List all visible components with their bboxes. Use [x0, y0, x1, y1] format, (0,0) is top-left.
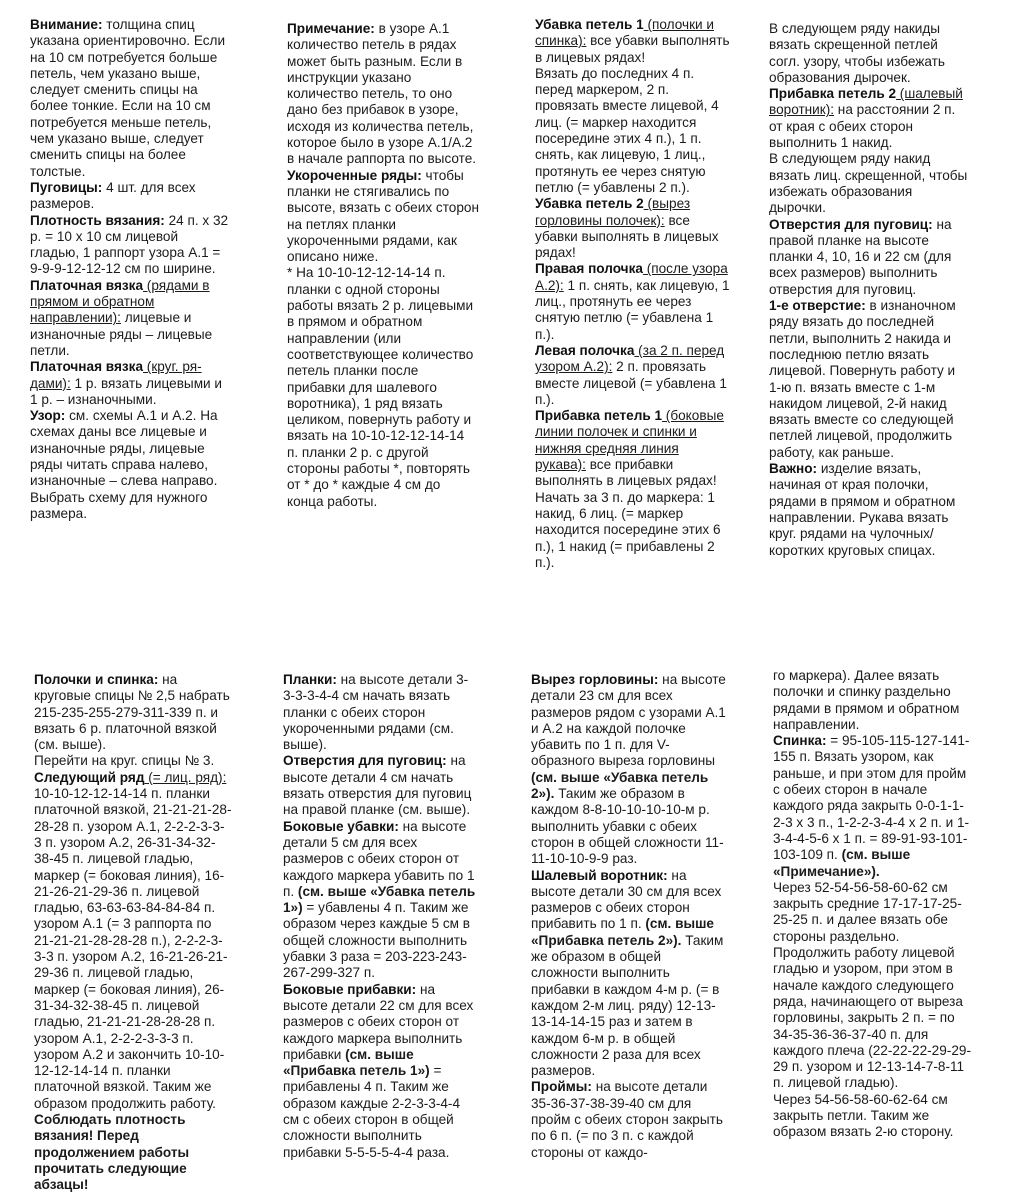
- paragraph: [283, 819, 479, 982]
- text: Таким же образом в каждом 8-8-10-10-10-10-м р. выполнить убавки с обеих сторон в общей сложности 11-11-10-10-9-9 раз.: [531, 786, 724, 867]
- heading: Отверстия для пуговиц:: [283, 753, 447, 769]
- underlined-text: (= лиц. ряд):: [144, 769, 227, 785]
- bold-text: (см. выше «Убавка петель 2»).: [531, 769, 709, 802]
- text: изделие вязать, начиная от края полочки, рядами в прямом и обратном направлении. Рукава вязать круг. рядами на чулочных/коротких круговых спицах.: [769, 461, 956, 558]
- heading: Убавка петель 1: [535, 17, 644, 32]
- paragraph: [535, 490, 731, 571]
- paragraph: [769, 86, 969, 151]
- heading: Спинка:: [773, 733, 827, 749]
- paragraph: [30, 408, 230, 522]
- paragraph: [535, 196, 731, 261]
- paragraph: [535, 17, 731, 66]
- paragraph: [34, 672, 232, 753]
- bottom-column-1: [34, 672, 232, 1194]
- text: Через 54-56-58-60-62-64 см закрыть петли. Таким же образом вязать 2-ю сторону.: [773, 1091, 954, 1140]
- bold-text: (см. выше «Примечание»).: [773, 847, 911, 879]
- heading: Отверстия для пуговиц:: [769, 216, 933, 232]
- text: лицевые и изнаночные ряды – лицевые петли.: [30, 310, 213, 358]
- text: 1 п. снять, как лицевую, 1 лиц., протянуть ее через снятую петлю (= убавлена 1 п.).: [535, 277, 730, 342]
- underlined-text: (боковые линии полочек и спинки и нижняя средняя линия рукава):: [535, 408, 724, 473]
- paragraph: [769, 151, 969, 216]
- text: Перейти на круг. спицы № 3.: [34, 753, 215, 769]
- bold-text: Соблюдать плотность вязания! Перед продолжением работы прочитать следующие абзацы!: [34, 1112, 190, 1193]
- text: см. схемы A.1 и A.2. На схемах даны все лицевые и изнаночные ряды, лицевые ряды читать справа налево, изнаночные – слева направо. Выбрать схему для нужного размера.: [30, 408, 218, 521]
- paragraph: [30, 359, 230, 408]
- paragraph: [769, 217, 969, 298]
- text: 1 р. вязать лицевыми и 1 р. – изнаночными.: [30, 375, 223, 407]
- text: на высоте детали 23 см для всех размеров рядом с узорами A.1 и A.2 на каждой полочке убавить по 1 п. для V-образного выреза горловины: [531, 672, 726, 769]
- text: на высоте детали 5 см для всех размеров с обеих сторон от каждого маркера убавить по 1 п.: [283, 818, 475, 899]
- heading: Боковые убавки:: [283, 818, 399, 834]
- heading: Прибавка петель 1: [535, 408, 663, 424]
- bold-text: (см. выше «Прибавка петель 2»).: [531, 916, 714, 948]
- bottom-column-3: [531, 672, 727, 1161]
- heading: Боковые прибавки:: [283, 981, 417, 997]
- text: Вязать до последних 4 п. перед маркером, 2 п. провязать вместе лицевой, 4 лиц. (= маркер находится посередине этих 4 п.), 1 п. снять, как лицевую, 1 лиц., протянуть ее через снятую петлю (= убавлены 2 п.).: [535, 65, 719, 195]
- bottom-column-4: [773, 668, 973, 1141]
- underlined-text: (шалевый воротник):: [769, 86, 963, 118]
- text: все убавки выполнять в лицевых рядах!: [535, 212, 719, 261]
- heading: Укороченные ряды:: [287, 167, 422, 183]
- paragraph: [283, 753, 479, 818]
- heading: Убавка петель 2: [535, 196, 644, 212]
- heading: Правая полочка: [535, 261, 643, 277]
- text: на высоте детали 22 см для всех размеров с обеих сторон от каждого маркера выполнить прибавки: [283, 981, 474, 1062]
- paragraph: [30, 278, 230, 359]
- paragraph: [283, 982, 479, 1161]
- paragraph: [769, 298, 969, 461]
- text: = 95-105-115-127-141-155 п. Вязать узором, как раньше, и при этом для пройм с обеих сторон в начале каждого ряда закрыть 0-0-1-1-2-3 x 3 п., 1-2-2-3-4-4 x 2 п. и 1-3-4-4-5-6 x 1 п. = 89-91-93-101-103-109 п.: [773, 733, 970, 863]
- text: Продолжить работу лицевой гладью и узором, при этом в начале каждого следующего ряда, начинающего от выреза горловины, закрыть 2 п. = по 34-35-36-36-37-40 п. для каждого плеча (22-22-22-29-29-29 п. узором и 12-13-14-7-8-11 п. лицевой гладью).: [773, 945, 971, 1091]
- text: В следующем ряду накиды вязать скрещенной петлей согл. узору, чтобы избежать образования дырочек.: [769, 21, 945, 85]
- heading: Узор:: [30, 408, 66, 424]
- paragraph: [535, 408, 731, 489]
- heading: Полочки и спинка:: [34, 672, 159, 687]
- paragraph: [30, 17, 230, 180]
- text: на правой планке на высоте планки 4, 10, 16 и 22 см (для всех размеров) выполнить отверстия для пуговиц.: [769, 216, 952, 297]
- heading: Проймы:: [531, 1079, 592, 1095]
- paragraph: [287, 21, 479, 168]
- text: в изнаночном ряду вязать до последней петли, выполнить 2 накида и последнюю петлю вязать лицевой. Повернуть работу и 1-ю п. вязать вместе с 1-м накидом лицевой, 2-й накид вязать вместе со следующей петлей лицевой, продолжить работу, как раньше.: [769, 298, 956, 460]
- paragraph: [773, 733, 973, 880]
- text: В следующем ряду накид вязать лиц. скрещенной, чтобы избежать образования дырочки.: [769, 151, 968, 216]
- text: на высоте детали 30 см для всех размеров с обеих сторон прибавить по 1 п.: [531, 867, 722, 932]
- text: 2 п. провязать вместе лицевой (= убавлена 1 п.).: [535, 359, 727, 407]
- underlined-text: (после узора A.2):: [535, 261, 728, 293]
- text: го маркера). Далее вязать полочки и спинку раздельно рядами в прямом и обратном направлении.: [773, 668, 960, 732]
- heading: Вырез горловины:: [531, 672, 659, 687]
- paragraph: [34, 753, 232, 769]
- paragraph: [535, 343, 731, 408]
- heading: 1-е отверстие:: [769, 298, 866, 314]
- heading: Прибавка петель 2: [769, 86, 897, 102]
- paragraph: [773, 668, 973, 733]
- underlined-text: (рядами в прямом и обратном направлении):: [30, 277, 210, 326]
- text: = прибавлены 4 п. Таким же образом каждые 2-2-3-3-4-4 см с обеих сторон в общей сложности выполнить прибавки 5-5-5-5-4-4 раза.: [283, 1063, 461, 1160]
- text: на высоте детали 4 см начать вязать отверстия для пуговиц на правой планке (см. выше).: [283, 753, 472, 818]
- paragraph: [531, 1079, 727, 1160]
- paragraph: [769, 461, 969, 559]
- paragraph: [531, 672, 727, 868]
- bottom-column-2: [283, 672, 479, 1161]
- heading: Платочная вязка: [30, 277, 144, 293]
- heading: Внимание:: [30, 17, 103, 32]
- bold-text: (см. выше «Убавка петель 1»): [283, 883, 476, 916]
- text: = убавлены 4 п. Таким же образом через каждые 5 см в общей сложности выполнить убавки 3 раза = 203-223-243-267-299-327 п.: [283, 900, 470, 981]
- paragraph: [287, 265, 479, 509]
- top-column-3: [535, 17, 731, 571]
- text: Через 52-54-56-58-60-62 см закрыть средние 17-17-17-25-25-25 п. и далее вязать обе стороны раздельно.: [773, 879, 962, 944]
- heading: Платочная вязка: [30, 359, 144, 375]
- paragraph: [283, 672, 479, 753]
- heading: Планки:: [283, 672, 337, 687]
- underlined-text: (полочки и спинка):: [535, 17, 714, 49]
- underlined-text: (за 2 п. перед узором A.2):: [535, 342, 725, 375]
- text: Таким же образом в общей сложности выполнить прибавки в каждом 4-м р. (= в каждом 2-м лиц. ряду) 12-13-13-14-14-15 раз и затем в каждом 6-м р. в общей сложности 2 раза для всех размеров.: [531, 932, 724, 1079]
- text: 24 п. x 32 р. = 10 x 10 см лицевой гладью, 1 раппорт узора A.1 = 9-9-9-12-12-12 см по ширине.: [30, 212, 229, 277]
- paragraph: [535, 261, 731, 342]
- paragraph: [531, 868, 727, 1080]
- top-column-4: [769, 21, 969, 559]
- heading: Пуговицы:: [30, 179, 103, 195]
- top-column-1: [30, 17, 230, 522]
- text: на круговые спицы № 2,5 набрать 215-235-255-279-311-339 п. и вязать 6 р. платочной вязкой (см. выше).: [34, 672, 230, 753]
- text: на высоте детали 3-3-3-3-4-4 см начать вязать планки с обеих сторон укороченными рядами (см. выше).: [283, 672, 469, 753]
- paragraph: [30, 213, 230, 278]
- text: толщина спиц указана ориентировочно. Если на 10 см потребуется больше петель, чем указано выше, следует сменить спицы на более тонкие. Если на 10 см потребуется меньше петель, чем указано выше, следует сменить спицы на более толстые.: [30, 17, 226, 179]
- paragraph: [535, 66, 731, 196]
- paragraph: [287, 168, 479, 266]
- text: чтобы планки не стягивались по высоте, вязать с обеих сторон на петлях планки укороченными рядами, как описано ниже.: [287, 167, 479, 265]
- paragraph: [30, 180, 230, 213]
- paragraph: [34, 770, 232, 1194]
- paragraph: [773, 880, 973, 945]
- text: на расстоянии 2 п. от края с обеих сторон выполнить 1 накид.: [769, 102, 956, 151]
- bold-text: (см. выше «Прибавка петель 1»): [283, 1046, 430, 1079]
- heading: Шалевый воротник:: [531, 867, 668, 883]
- text: все прибавки выполнять в лицевых рядах!: [535, 457, 717, 489]
- underlined-text: (вырез горловины полочек):: [535, 196, 691, 228]
- text: на высоте детали 35-36-37-38-39-40 см для пройм с обеих сторон закрыть по 6 п. (= по 3 п. с каждой стороны от каждо-: [531, 1079, 723, 1160]
- text: * На 10-10-12-12-14-14 п. планки с одной стороны работы вязать 2 р. лицевыми в прямом и обратном направлении (или соответствующее количество петель планки после прибавки для шалевого воротника), 1 ряд вязать целиком, повернуть работу и вязать на 10-10-12-12-14-14 п. планки 2 р. с другой стороны работы *, повторять от * до * каждые 4 см до конца работы.: [287, 265, 474, 509]
- paragraph: [773, 1092, 973, 1141]
- heading: Примечание:: [287, 21, 375, 36]
- paragraph: [773, 945, 973, 1092]
- underlined-text: (круг. рядами):: [30, 359, 202, 391]
- text: Начать за 3 п. до маркера: 1 накид, 6 лиц. (= маркер находится посередине этих 6 п.), 1 накид (= прибавлены 2 п.).: [535, 489, 721, 570]
- text: все убавки выполнять в лицевых рядах!: [535, 33, 730, 65]
- heading: Следующий ряд: [34, 769, 145, 785]
- text: 4 шт. для всех размеров.: [30, 179, 196, 212]
- paragraph: [769, 21, 969, 86]
- heading: Плотность вязания:: [30, 212, 165, 228]
- text: 10-10-12-12-14-14 п. планки платочной вязкой, 21-21-21-28-28-28 п. узором A.1, 2-2-2-3-3-3 п. узором A.2, 26-31-34-32-38-45 п. лицевой гладью, маркер (= боковая линия), 16-21-26-21-29-36 п. лицевой гладью, 63-63-63-84-84-84 п. узором A.1 (= 3 раппорта по 21-21-21-28-28-28 п.), 2-2-2-3-3-3 п. узором A.2, 16-21-26-21-29-36 п. лицевой гладью, маркер (= боковая линия), 26-31-34-32-38-45 п. лицевой гладью, 21-21-21-28-28-28 п. узором A.1, 2-2-2-3-3-3 п. узором A.2 и закончить 10-10-12-12-14-14 п. планки платочной вязкой. Таким же образом продолжить работу.: [34, 786, 232, 1111]
- heading: Левая полочка: [535, 342, 635, 358]
- text: в узоре A.1 количество петель в рядах может быть разным. Если в инструкции указано количество петель, то оно дано без прибавок в узоре, исходя из количества петель, которое было в узоре A.1/A.2 в начале раппорта по высоте.: [287, 21, 477, 167]
- top-column-2: [287, 21, 479, 510]
- heading: Важно:: [769, 461, 818, 477]
